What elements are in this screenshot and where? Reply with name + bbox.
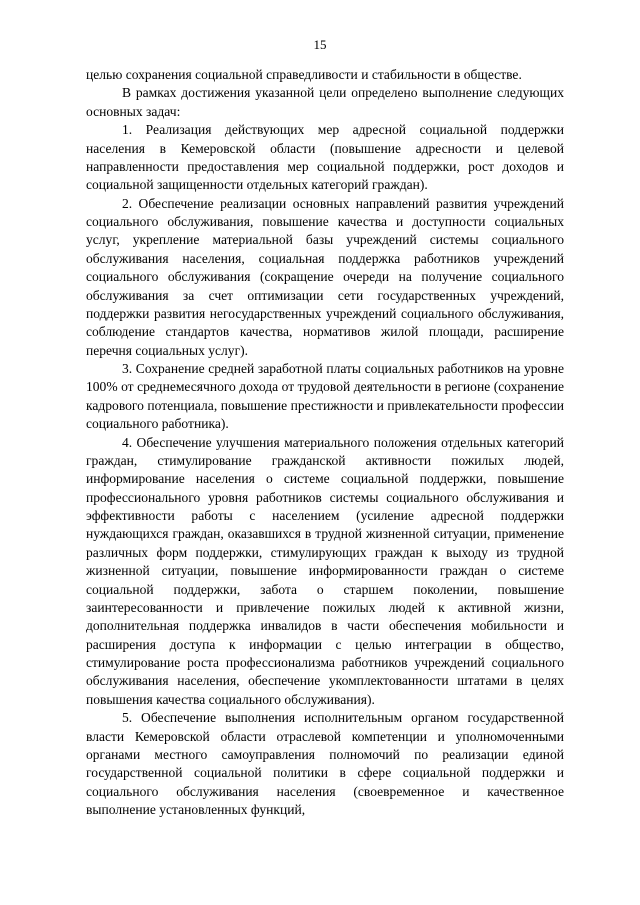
paragraph-continuation: целью сохранения социальной справедливости и стабильности в обществе. — [86, 67, 522, 82]
paragraph-intro: В рамках достижения указанной цели определено выполнение следующих основных задач: — [86, 85, 564, 119]
paragraph-task-4: 4. Обеспечение улучшения материального положения отдельных категорий граждан, стимулирование гражданской активности пожилых людей, информирование населения о системе социальной поддержки, повышение профессионального уровня работников системы социального обслуживания и эффективности работы с населением (усиление адресной поддержки нуждающихся граждан, оказавшихся в трудной жизненной ситуации, применение различных форм поддержки, стимулирующих граждан к выходу из трудной жизненной ситуации, повышение информированности граждан о системе социальной поддержки, забота о старшем поколении, повышение заинтересованности и привлечение пожилых людей к активной жизни, дополнительная поддержка инвалидов в части обеспечения мобильности и расширения доступа к информации с целью интеграции в общество, стимулирование роста профессионализма работников учреждений социального обслуживания населения, обеспечение укомплектованности штатами в целях повышения качества социального обслуживания). — [86, 434, 564, 707]
paragraph-task-1: 1. Реализация действующих мер адресной социальной поддержки населения в Кемеровской области (повышение адресности и целевой направленности предоставления мер социальной поддержки, рост доходов и социальной защищенности отдельных категорий граждан). — [86, 122, 564, 193]
paragraph-task-3: 3. Сохранение средней заработной платы социальных работников на уровне 100% от среднемесячного дохода от трудовой деятельности в регионе (сохранение кадрового потенциала, повышение престижности и привлекательности профессии социального работника). — [86, 361, 564, 432]
page-number: 15 — [313, 37, 327, 52]
paragraph-task-2: 2. Обеспечение реализации основных направлений развития учреждений социального обслуживания, повышение качества и доступности социальных услуг, укрепление материальной базы учреждений системы социального обслуживания населения, социальная поддержка работников учреждений социального обслуживания (сокращение очереди на получение социального обслуживания за счет оптимизации сети государственных учреждений, поддержки развития негосударственных учреждений социального обслуживания, соблюдение стандартов качества, нормативов жилой площади, расширение перечня социальных услуг). — [86, 195, 564, 358]
paragraph-task-5: 5. Обеспечение выполнения исполнительным органом государственной власти Кемеровской области отраслевой компетенции и уполномоченными органами местного самоуправления полномочий по реализации единой государственной социальной политики в сфере социальной поддержки и социального обслуживания населения (своевременное и качественное выполнение установленных функций, — [86, 710, 564, 817]
document-body — [86, 66, 564, 819]
